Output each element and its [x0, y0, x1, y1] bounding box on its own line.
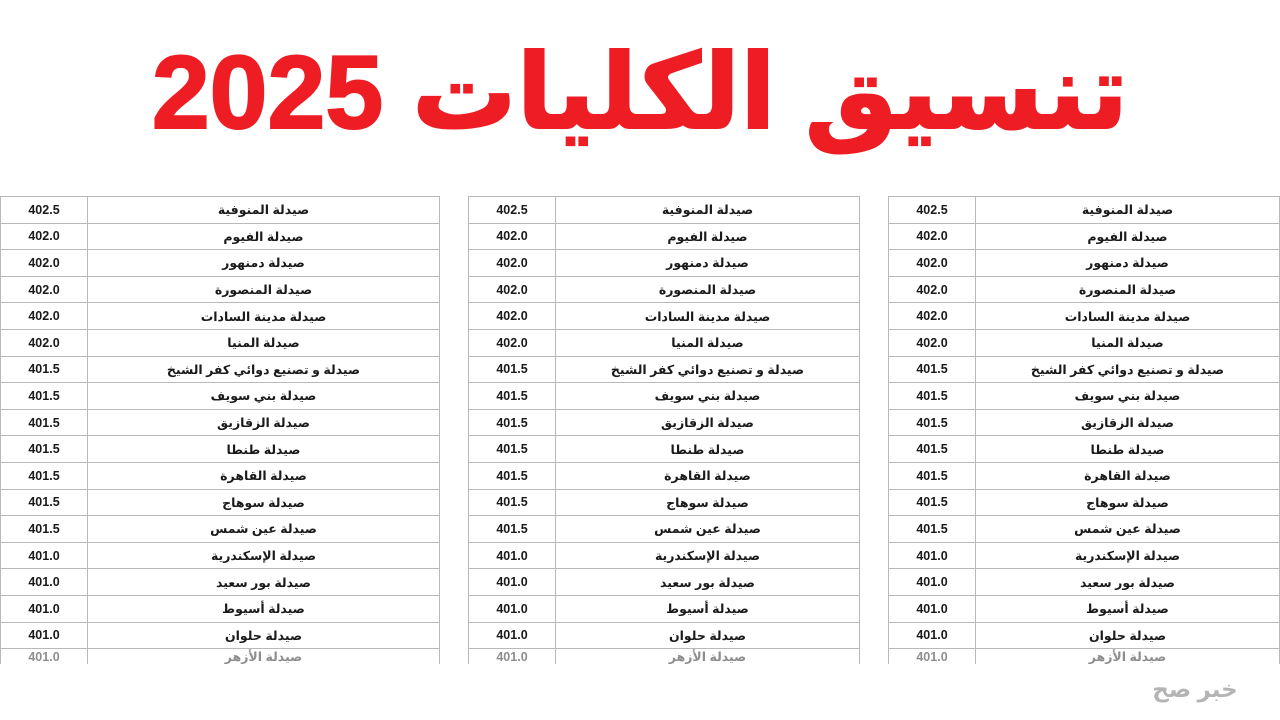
- page-bottom-margin: [0, 668, 1280, 720]
- faculty-name-cell: صيدلة سوهاج: [88, 489, 440, 516]
- faculty-name-cell: صيدلة الفيوم: [88, 223, 440, 250]
- table-row: [889, 223, 1280, 250]
- score-cell: 402.0: [1, 303, 88, 330]
- score-cell: 401.5: [1, 383, 88, 410]
- table-row: [469, 489, 860, 516]
- page-title: تنسيق الكليات 2025: [151, 35, 1129, 151]
- score-cell: 402.0: [469, 303, 556, 330]
- table-row: [469, 356, 860, 383]
- faculty-name-cell: صيدلة المنصورة: [976, 276, 1280, 303]
- table-row: [1, 649, 440, 665]
- table-row: [469, 223, 860, 250]
- score-cell: 402.0: [889, 223, 976, 250]
- table-row: [1, 489, 440, 516]
- faculty-name-cell: صيدلة حلوان: [88, 622, 440, 649]
- faculty-name-cell: صيدلة طنطا: [976, 436, 1280, 463]
- score-cell: 401.5: [889, 356, 976, 383]
- score-cell: 401.5: [469, 516, 556, 543]
- score-cell: 401.5: [889, 383, 976, 410]
- table-row: [1, 303, 440, 330]
- score-cell: 401.0: [889, 595, 976, 622]
- grades-table: [468, 196, 860, 664]
- faculty-name-cell: صيدلة الزقازيق: [556, 409, 860, 436]
- faculty-name-cell: صيدلة بور سعيد: [88, 569, 440, 596]
- grades-table-right: [888, 196, 1280, 684]
- table-row: [1, 197, 440, 224]
- faculty-name-cell: صيدلة و تصنيع دوائي كفر الشيخ: [88, 356, 440, 383]
- faculty-name-cell: صيدلة دمنهور: [976, 250, 1280, 277]
- table-row: [469, 516, 860, 543]
- table-row: [889, 516, 1280, 543]
- score-cell: 402.0: [1, 223, 88, 250]
- table-row: [469, 329, 860, 356]
- score-cell: 401.5: [889, 516, 976, 543]
- score-cell: 401.5: [1, 356, 88, 383]
- grades-table-body: [889, 197, 1280, 665]
- table-row: [1, 383, 440, 410]
- faculty-name-cell: صيدلة مدينة السادات: [88, 303, 440, 330]
- table-row: [469, 542, 860, 569]
- grades-table: [888, 196, 1280, 664]
- score-cell: 402.5: [1, 197, 88, 224]
- table-row: [889, 595, 1280, 622]
- grades-table-body: [469, 197, 860, 665]
- faculty-name-cell: صيدلة طنطا: [556, 436, 860, 463]
- faculty-name-cell: صيدلة دمنهور: [88, 250, 440, 277]
- faculty-name-cell: صيدلة طنطا: [88, 436, 440, 463]
- faculty-name-cell: صيدلة حلوان: [976, 622, 1280, 649]
- table-row: [889, 303, 1280, 330]
- faculty-name-cell: صيدلة بني سويف: [976, 383, 1280, 410]
- grades-sheet: [0, 196, 1280, 684]
- faculty-name-cell: صيدلة الإسكندرية: [556, 542, 860, 569]
- score-cell: 402.0: [889, 276, 976, 303]
- table-row: [889, 329, 1280, 356]
- faculty-name-cell: صيدلة الإسكندرية: [976, 542, 1280, 569]
- table-row: [469, 595, 860, 622]
- score-cell: 401.0: [469, 595, 556, 622]
- table-row: [469, 197, 860, 224]
- faculty-name-cell: صيدلة المنوفية: [976, 197, 1280, 224]
- score-cell: 401.5: [1, 409, 88, 436]
- table-row: [1, 569, 440, 596]
- table-row: [889, 489, 1280, 516]
- score-cell: 401.0: [469, 542, 556, 569]
- table-row: [469, 649, 860, 665]
- faculty-name-cell: صيدلة بور سعيد: [556, 569, 860, 596]
- table-row: [1, 329, 440, 356]
- score-cell: 401.5: [1, 516, 88, 543]
- table-row: [889, 409, 1280, 436]
- faculty-name-cell: صيدلة المنصورة: [556, 276, 860, 303]
- faculty-name-cell: صيدلة الزقازيق: [976, 409, 1280, 436]
- table-row: [1, 250, 440, 277]
- table-row: [469, 436, 860, 463]
- score-cell: 402.0: [1, 250, 88, 277]
- faculty-name-cell: صيدلة بني سويف: [88, 383, 440, 410]
- score-cell: 402.5: [889, 197, 976, 224]
- score-cell: 401.0: [1, 649, 88, 665]
- faculty-name-cell: صيدلة المنصورة: [88, 276, 440, 303]
- table-row: [469, 462, 860, 489]
- table-row: [1, 462, 440, 489]
- faculty-name-cell: صيدلة المنيا: [556, 329, 860, 356]
- score-cell: 402.0: [1, 276, 88, 303]
- score-cell: 401.0: [889, 569, 976, 596]
- score-cell: 401.5: [889, 462, 976, 489]
- table-row: [889, 436, 1280, 463]
- score-cell: 401.5: [1, 489, 88, 516]
- score-cell: 401.5: [469, 409, 556, 436]
- table-row: [1, 409, 440, 436]
- faculty-name-cell: صيدلة الأزهر: [88, 649, 440, 665]
- score-cell: 402.0: [469, 250, 556, 277]
- table-row: [889, 569, 1280, 596]
- table-row: [469, 250, 860, 277]
- faculty-name-cell: صيدلة القاهرة: [556, 462, 860, 489]
- table-row: [889, 197, 1280, 224]
- faculty-name-cell: صيدلة مدينة السادات: [976, 303, 1280, 330]
- score-cell: 402.0: [889, 303, 976, 330]
- faculty-name-cell: صيدلة أسيوط: [556, 595, 860, 622]
- score-cell: 401.5: [469, 462, 556, 489]
- score-cell: 401.5: [1, 436, 88, 463]
- table-row: [889, 622, 1280, 649]
- score-cell: 401.5: [469, 383, 556, 410]
- table-row: [469, 303, 860, 330]
- faculty-name-cell: صيدلة القاهرة: [976, 462, 1280, 489]
- faculty-name-cell: صيدلة أسيوط: [88, 595, 440, 622]
- faculty-name-cell: صيدلة الفيوم: [556, 223, 860, 250]
- score-cell: 402.0: [1, 329, 88, 356]
- score-cell: 401.0: [1, 622, 88, 649]
- faculty-name-cell: صيدلة الزقازيق: [88, 409, 440, 436]
- faculty-name-cell: صيدلة المنيا: [976, 329, 1280, 356]
- table-row: [1, 276, 440, 303]
- table-row: [889, 383, 1280, 410]
- faculty-name-cell: صيدلة القاهرة: [88, 462, 440, 489]
- faculty-name-cell: صيدلة عين شمس: [556, 516, 860, 543]
- table-row: [469, 409, 860, 436]
- grades-table-middle: [468, 196, 860, 684]
- score-cell: 401.0: [469, 569, 556, 596]
- score-cell: 401.0: [889, 622, 976, 649]
- faculty-name-cell: صيدلة مدينة السادات: [556, 303, 860, 330]
- score-cell: 401.0: [469, 622, 556, 649]
- faculty-name-cell: صيدلة سوهاج: [976, 489, 1280, 516]
- faculty-name-cell: صيدلة دمنهور: [556, 250, 860, 277]
- table-row: [1, 223, 440, 250]
- score-cell: 402.0: [469, 223, 556, 250]
- score-cell: 401.5: [889, 436, 976, 463]
- score-cell: 402.5: [469, 197, 556, 224]
- score-cell: 401.0: [889, 542, 976, 569]
- score-cell: 401.0: [1, 542, 88, 569]
- grades-table: [0, 196, 440, 664]
- faculty-name-cell: صيدلة عين شمس: [88, 516, 440, 543]
- faculty-name-cell: صيدلة الفيوم: [976, 223, 1280, 250]
- score-cell: 401.5: [889, 409, 976, 436]
- watermark: خبر صح: [1152, 676, 1238, 702]
- score-cell: 401.5: [469, 356, 556, 383]
- faculty-name-cell: صيدلة عين شمس: [976, 516, 1280, 543]
- score-cell: 401.0: [889, 649, 976, 665]
- faculty-name-cell: صيدلة المنيا: [88, 329, 440, 356]
- faculty-name-cell: صيدلة بني سويف: [556, 383, 860, 410]
- table-row: [469, 569, 860, 596]
- score-cell: 402.0: [469, 329, 556, 356]
- faculty-name-cell: صيدلة المنوفية: [88, 197, 440, 224]
- column-gap-2: [440, 196, 468, 684]
- score-cell: 401.0: [1, 569, 88, 596]
- faculty-name-cell: صيدلة بور سعيد: [976, 569, 1280, 596]
- table-row: [1, 356, 440, 383]
- faculty-name-cell: صيدلة و تصنيع دوائي كفر الشيخ: [976, 356, 1280, 383]
- faculty-name-cell: صيدلة الأزهر: [976, 649, 1280, 665]
- faculty-name-cell: صيدلة أسيوط: [976, 595, 1280, 622]
- score-cell: 402.0: [889, 250, 976, 277]
- score-cell: 401.5: [1, 462, 88, 489]
- table-row: [1, 516, 440, 543]
- score-cell: 401.5: [469, 489, 556, 516]
- table-row: [889, 276, 1280, 303]
- table-row: [889, 356, 1280, 383]
- faculty-name-cell: صيدلة الإسكندرية: [88, 542, 440, 569]
- table-row: [889, 542, 1280, 569]
- column-gap-1: [860, 196, 888, 684]
- score-cell: 401.5: [469, 436, 556, 463]
- faculty-name-cell: صيدلة سوهاج: [556, 489, 860, 516]
- faculty-name-cell: صيدلة حلوان: [556, 622, 860, 649]
- faculty-name-cell: صيدلة الأزهر: [556, 649, 860, 665]
- table-row: [889, 462, 1280, 489]
- score-cell: 402.0: [889, 329, 976, 356]
- table-row: [1, 622, 440, 649]
- score-cell: 402.0: [469, 276, 556, 303]
- table-row: [469, 622, 860, 649]
- faculty-name-cell: صيدلة المنوفية: [556, 197, 860, 224]
- table-row: [1, 595, 440, 622]
- table-row: [1, 436, 440, 463]
- table-row: [1, 542, 440, 569]
- faculty-name-cell: صيدلة و تصنيع دوائي كفر الشيخ: [556, 356, 860, 383]
- table-row: [889, 649, 1280, 665]
- table-row: [469, 276, 860, 303]
- table-row: [889, 250, 1280, 277]
- table-row: [469, 383, 860, 410]
- page-title-container: [0, 35, 1280, 188]
- grades-table-body: [1, 197, 440, 665]
- score-cell: 401.0: [469, 649, 556, 665]
- score-cell: 401.5: [889, 489, 976, 516]
- score-cell: 401.0: [1, 595, 88, 622]
- grades-table-left: [0, 196, 440, 684]
